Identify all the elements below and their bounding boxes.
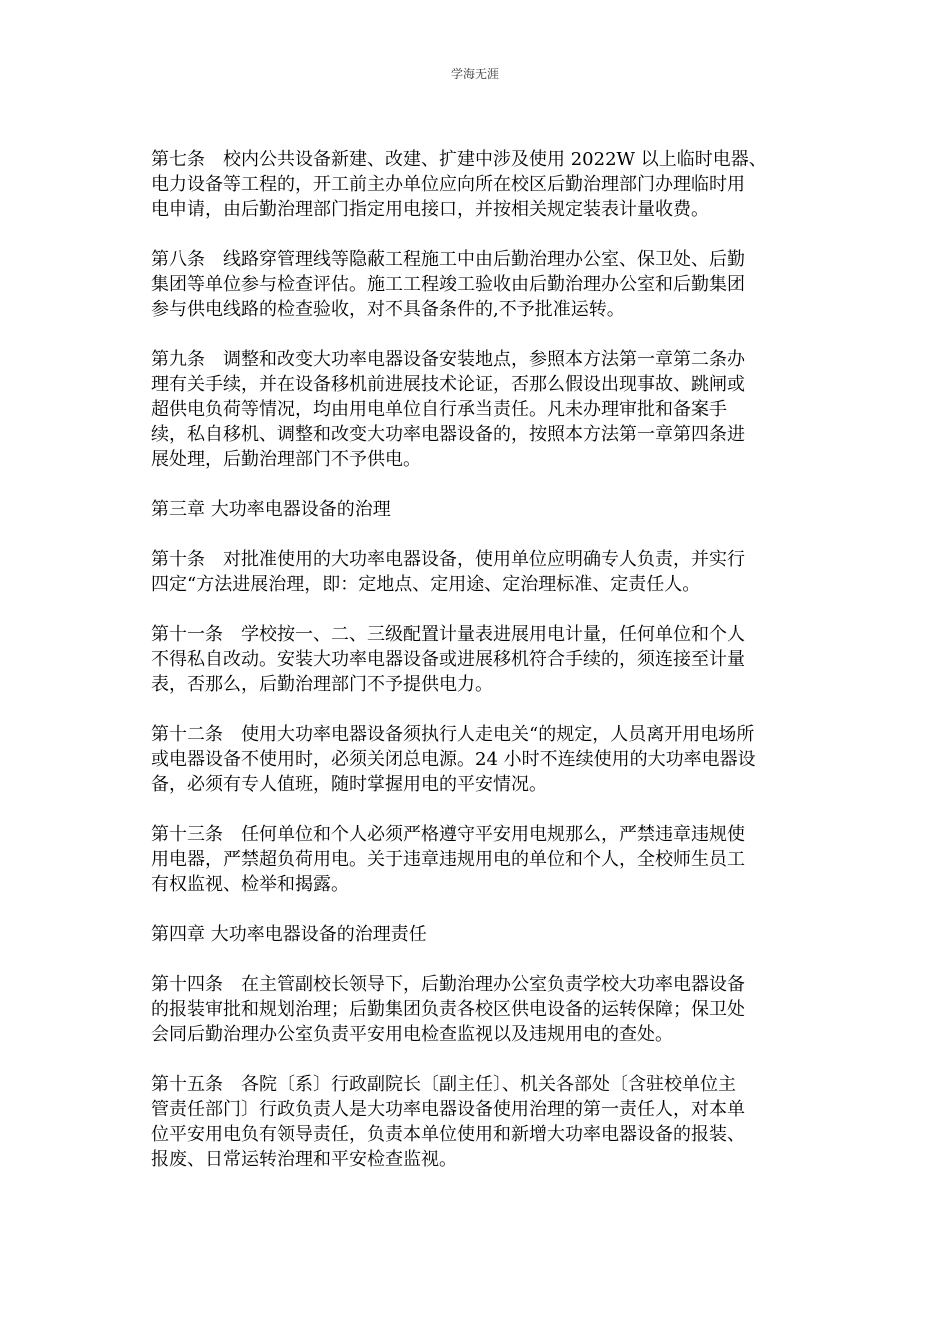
text-line: 第九条 调整和改变大功率电器设备安装地点，参照本方法第一章第二条办 [151, 349, 745, 370]
article-10 [151, 547, 801, 597]
article-9 [151, 347, 801, 472]
article-14 [151, 972, 801, 1047]
chapter-4-heading: 第四章 大功率电器设备的治理责任 [151, 924, 427, 945]
text-line: 位平安用电负有领导责任，负责本单位使用和新增大功率电器设备的报装、 [151, 1124, 745, 1145]
article-15 [151, 1072, 801, 1172]
article-12 [151, 722, 801, 797]
text-line: 理有关手续，并在设备移机前进展技术论证，否那么假设出现事故、跳闸或 [151, 374, 745, 395]
article-13 [151, 822, 801, 897]
text-line: 电力设备等工程的，开工前主办单位应向所在校区后勤治理部门办理临时用 [151, 174, 745, 195]
document-body [151, 147, 801, 1197]
article-11 [151, 622, 801, 697]
text-line: 第十二条 使用大功率电器设备须执行人走电关“的规定，人员离开用电场所 [151, 724, 755, 745]
text-line: 第八条 线路穿管理线等隐蔽工程施工中由后勤治理办公室、保卫处、后勤 [151, 249, 745, 270]
article-7 [151, 147, 801, 222]
text-line: 表，否那么，后勤治理部门不予提供电力。 [151, 674, 493, 695]
text-line: 报废、日常运转治理和平安检查监视。 [151, 1149, 457, 1170]
text-line: 备，必须有专人值班，随时掌握用电的平安情况。 [151, 774, 547, 795]
text-line: 集团等单位参与检查评估。施工工程竣工验收由后勤治理办公室和后勤集团 [151, 274, 745, 295]
text-line: 参与供电线路的检查验收，对不具备条件的,不予批准运转。 [151, 299, 625, 320]
page-header: 学海无涯 [450, 67, 499, 81]
chapter-3-heading: 第三章 大功率电器设备的治理 [151, 499, 391, 520]
text-line: 展处理，后勤治理部门不予供电。 [151, 449, 421, 470]
article-8 [151, 247, 801, 322]
text-line: 续，私自移机、调整和改变大功率电器设备的，按照本方法第一章第四条进 [151, 424, 745, 445]
text-line: 第十三条 任何单位和个人必须严格遵守平安用电规那么，严禁违章违规使 [151, 824, 745, 845]
text-line: 电申请，由后勤治理部门指定用电接口，并按相关规定装表计量收费。 [151, 199, 709, 220]
text-line: 超供电负荷等情况，均由用电单位自行承当责任。凡未办理审批和备案手 [151, 399, 727, 420]
text-line: 会同后勤治理办公室负责平安用电检查监视以及违规用电的查处。 [151, 1024, 673, 1045]
text-line: 第十五条 各院〔系〕行政副院长〔副主任〕、机关各部处〔含驻校单位主 [151, 1074, 736, 1095]
text-line: 管责任部门〕行政负责人是大功率电器设备使用治理的第一责任人，对本单 [151, 1099, 745, 1120]
text-line: 第十条 对批准使用的大功率电器设备，使用单位应明确专人负责，并实行 [151, 549, 745, 570]
text-line: 不得私自改动。安装大功率电器设备或进展移机符合手续的，须连接至计量 [151, 649, 745, 670]
text-line: 的报装审批和规划治理；后勤集团负责各校区供电设备的运转保障；保卫处 [151, 999, 745, 1020]
text-line: 有权监视、检举和揭露。 [151, 874, 349, 895]
text-line: 或电器设备不使用时，必须关闭总电源。24 小时不连续使用的大功率电器设 [151, 749, 756, 770]
text-line: 第十一条 学校按一、二、三级配置计量表进展用电计量，任何单位和个人 [151, 624, 745, 645]
text-line: 四定“方法进展治理，即：定地点、定用途、定治理标准、定责任人。 [151, 574, 701, 595]
text-line: 第七条 校内公共设备新建、改建、扩建中涉及使用 2022W 以上临时电器、 [151, 149, 767, 170]
text-line: 用电器，严禁超负荷用电。关于违章违规用电的单位和个人，全校师生员工 [151, 849, 745, 870]
text-line: 第十四条 在主管副校长领导下，后勤治理办公室负责学校大功率电器设备 [151, 974, 745, 995]
